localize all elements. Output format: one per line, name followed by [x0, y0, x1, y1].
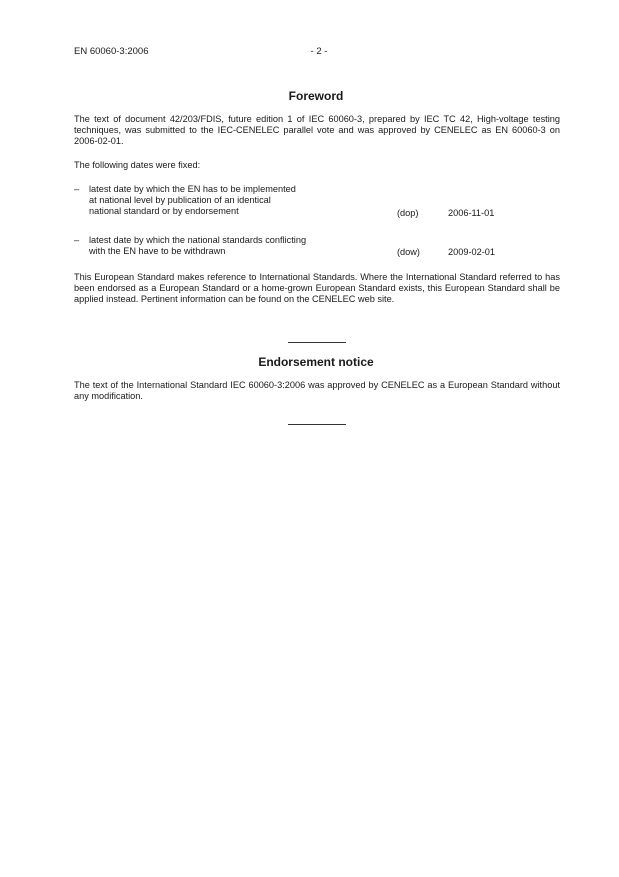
- endorsement-paragraph: The text of the International Standard IEC 60060-3:2006 was approved by CENELEC as a European Standard without any modification.: [74, 380, 560, 402]
- foreword-references-paragraph: This European Standard makes reference to International Standards. Where the International Standard referred to has been endorsed as a European Standard or a home-grown European Standard exists, this European Standard shall be applied instead. Pertinent information can be found on the CENELEC web site.: [74, 272, 560, 305]
- date-item-description: latest date by which the EN has to be implemented at national level by publication of an identical national standard or by endorsement: [89, 184, 296, 217]
- foreword-heading: Foreword: [288, 89, 344, 103]
- section-divider: [288, 342, 346, 343]
- date-item-abbreviation: (dop): [397, 208, 419, 218]
- endorsement-heading: Endorsement notice: [258, 355, 374, 369]
- date-item-description: latest date by which the national standards conflicting with the EN have to be withdrawn: [89, 235, 307, 257]
- foreword-paragraph: The text of document 42/203/FDIS, future edition 1 of IEC 60060-3, prepared by IEC TC 42, High-voltage testing techniques, was submitted to the IEC-CENELEC parallel vote and was approved by CENELEC as EN 60060-3 on 2006-02-01.: [74, 114, 560, 147]
- section-divider: [288, 424, 346, 425]
- date-item-value: 2009-02-01: [448, 247, 495, 257]
- foreword-dates-intro: The following dates were fixed:: [74, 160, 201, 170]
- list-bullet: –: [74, 184, 80, 194]
- date-item-value: 2006-11-01: [448, 208, 495, 218]
- list-bullet: –: [74, 235, 80, 245]
- date-item-abbreviation: (dow): [397, 247, 420, 257]
- header-document-id: EN 60060-3:2006: [74, 46, 149, 57]
- header-page-number: - 2 -: [310, 46, 328, 57]
